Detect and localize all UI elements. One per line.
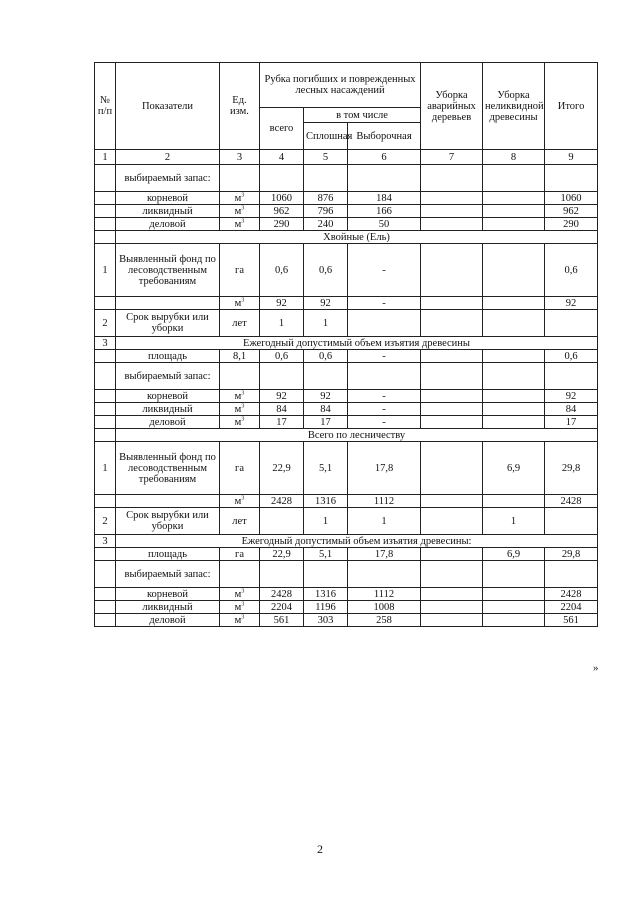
row-unit: лет [220, 508, 260, 535]
row-number: 2 [95, 310, 116, 337]
row-value [483, 350, 545, 363]
table-row [95, 588, 598, 601]
row-unit [220, 363, 260, 390]
row-number: 2 [95, 508, 116, 535]
header-grand: Итого [545, 63, 598, 150]
table-row [95, 297, 598, 310]
header-emergency: Уборка аварийных деревьев [421, 63, 483, 150]
colnum: 6 [348, 150, 421, 165]
row-label: ликвидный [116, 601, 220, 614]
row-value [483, 495, 545, 508]
row-value: 1060 [260, 192, 304, 205]
table-row [95, 244, 598, 297]
row-value [421, 165, 483, 192]
colnum: 7 [421, 150, 483, 165]
row-label: ликвидный [116, 403, 220, 416]
row-number [95, 231, 116, 244]
row-unit: 8,1 [220, 350, 260, 363]
row-value [304, 363, 348, 390]
row-unit: $м^3$ [220, 403, 260, 416]
row-value: 1316 [304, 495, 348, 508]
row-value: 0,6 [304, 350, 348, 363]
section-title: Ежегодный допустимый объем изъятия древесины [116, 337, 598, 350]
row-value: 1112 [348, 588, 421, 601]
row-number: 3 [95, 337, 116, 350]
row-value: 290 [545, 218, 598, 231]
row-value [348, 561, 421, 588]
row-value [483, 297, 545, 310]
row-value: 303 [304, 614, 348, 627]
row-number [95, 601, 116, 614]
row-unit: $м^3$ [220, 588, 260, 601]
row-value [483, 601, 545, 614]
row-number [95, 403, 116, 416]
row-number [95, 165, 116, 192]
row-value [483, 390, 545, 403]
section-total [95, 429, 598, 442]
row-label: деловой [116, 218, 220, 231]
row-number [95, 495, 116, 508]
row-number [95, 390, 116, 403]
row-label: выбираемый запас: [116, 561, 220, 588]
row-unit: $м^3$ [220, 495, 260, 508]
row-label: площадь [116, 350, 220, 363]
row-number [95, 192, 116, 205]
row-label: Выявленный фонд по лесоводственным требованиям [116, 442, 220, 495]
row-value: 84 [545, 403, 598, 416]
row-label: деловой [116, 614, 220, 627]
row-value: 1316 [304, 588, 348, 601]
row-value: 0,6 [545, 244, 598, 297]
row-value: - [348, 350, 421, 363]
row-value: 6,9 [483, 548, 545, 561]
header-unit: Ед. изм. [220, 63, 260, 150]
row-value [483, 192, 545, 205]
row-label [116, 495, 220, 508]
row-unit: $м^3$ [220, 390, 260, 403]
row-value: 5,1 [304, 548, 348, 561]
row-label: Выявленный фонд по лесоводственным требованиям [116, 244, 220, 297]
row-value: 2428 [260, 588, 304, 601]
row-value [421, 244, 483, 297]
row-value [260, 561, 304, 588]
table-row [95, 310, 598, 337]
table-row [95, 363, 598, 390]
row-value [421, 508, 483, 535]
row-value [421, 495, 483, 508]
row-value [421, 297, 483, 310]
row-number [95, 205, 116, 218]
row-unit: $м^3$ [220, 297, 260, 310]
row-value: 1 [304, 310, 348, 337]
table-row [95, 561, 598, 588]
colnum: 4 [260, 150, 304, 165]
row-number [95, 548, 116, 561]
row-value: 22,9 [260, 548, 304, 561]
row-value [545, 165, 598, 192]
row-value: 962 [545, 205, 598, 218]
row-label: корневой [116, 390, 220, 403]
row-value [260, 165, 304, 192]
row-label: деловой [116, 416, 220, 429]
row-value: 2428 [545, 495, 598, 508]
row-value: 1196 [304, 601, 348, 614]
row-value: 796 [304, 205, 348, 218]
header-group: Рубка погибших и поврежденных лесных насаждений [260, 63, 421, 108]
row-value: 2204 [545, 601, 598, 614]
table-row [95, 403, 598, 416]
row-value: 6,9 [483, 442, 545, 495]
row-value: 1060 [545, 192, 598, 205]
row-label [116, 297, 220, 310]
row-value: - [348, 416, 421, 429]
colnum: 1 [95, 150, 116, 165]
row-value: 0,6 [260, 244, 304, 297]
header-total-col: всего [260, 108, 304, 150]
row-value: 22,9 [260, 442, 304, 495]
row-value: - [348, 297, 421, 310]
row-number [95, 429, 116, 442]
row-label: ликвидный [116, 205, 220, 218]
row-number [95, 218, 116, 231]
row-value: 1 [260, 310, 304, 337]
closing-quote: » [593, 662, 599, 674]
row-value [483, 218, 545, 231]
row-value: 92 [260, 390, 304, 403]
row-value [545, 561, 598, 588]
row-label: выбираемый запас: [116, 363, 220, 390]
row-number [95, 297, 116, 310]
table-row [95, 205, 598, 218]
section-spruce [95, 231, 598, 244]
section-spruce-annual [95, 337, 598, 350]
section-title: Хвойные (Ель) [116, 231, 598, 244]
row-unit: $м^3$ [220, 601, 260, 614]
row-value: 962 [260, 205, 304, 218]
colnum: 5 [304, 150, 348, 165]
table-row [95, 165, 598, 192]
row-value: 29,8 [545, 548, 598, 561]
row-value: 29,8 [545, 442, 598, 495]
row-value [421, 588, 483, 601]
row-value: 84 [304, 403, 348, 416]
row-value [421, 548, 483, 561]
row-value: - [348, 244, 421, 297]
row-value: 92 [545, 297, 598, 310]
table-row [95, 416, 598, 429]
row-value [348, 363, 421, 390]
table-row [95, 601, 598, 614]
row-value [483, 416, 545, 429]
colnum: 2 [116, 150, 220, 165]
row-value [421, 390, 483, 403]
row-number: 1 [95, 244, 116, 297]
row-value [304, 561, 348, 588]
colnum: 8 [483, 150, 545, 165]
section-total-annual [95, 535, 598, 548]
row-value: 92 [304, 297, 348, 310]
table-row [95, 495, 598, 508]
row-unit: лет [220, 310, 260, 337]
row-value [483, 614, 545, 627]
row-label: площадь [116, 548, 220, 561]
row-value: 92 [304, 390, 348, 403]
row-value [421, 218, 483, 231]
row-unit: $м^3$ [220, 205, 260, 218]
row-value: 2204 [260, 601, 304, 614]
row-number [95, 416, 116, 429]
row-value: 5,1 [304, 442, 348, 495]
row-value [483, 561, 545, 588]
row-number: 3 [95, 535, 116, 548]
row-unit: $м^3$ [220, 192, 260, 205]
row-unit: га [220, 244, 260, 297]
row-value: 876 [304, 192, 348, 205]
row-value: - [348, 390, 421, 403]
row-value: 50 [348, 218, 421, 231]
row-label: выбираемый запас: [116, 165, 220, 192]
row-number [95, 561, 116, 588]
row-number [95, 350, 116, 363]
column-numbers-row [95, 150, 598, 165]
row-value [421, 192, 483, 205]
section-title: Всего по лесничеству [116, 429, 598, 442]
row-value: 2428 [260, 495, 304, 508]
table-row [95, 218, 598, 231]
row-number [95, 363, 116, 390]
row-value [483, 310, 545, 337]
row-value: 17 [260, 416, 304, 429]
row-value [260, 508, 304, 535]
row-label: корневой [116, 192, 220, 205]
row-value: 290 [260, 218, 304, 231]
row-value [483, 165, 545, 192]
row-value: 1112 [348, 495, 421, 508]
row-unit: $м^3$ [220, 416, 260, 429]
row-value [421, 310, 483, 337]
row-unit: $м^3$ [220, 614, 260, 627]
row-value: 0,6 [304, 244, 348, 297]
row-value: 92 [545, 390, 598, 403]
row-unit: $м^3$ [220, 218, 260, 231]
table-row [95, 548, 598, 561]
table-row [95, 390, 598, 403]
row-number: 1 [95, 442, 116, 495]
row-value [483, 244, 545, 297]
row-value: 1 [348, 508, 421, 535]
header-indicator: Показатели [116, 63, 220, 150]
row-value [348, 310, 421, 337]
row-label: Срок вырубки или уборки [116, 310, 220, 337]
row-value [421, 442, 483, 495]
row-value [545, 310, 598, 337]
row-value: 0,6 [260, 350, 304, 363]
row-number [95, 588, 116, 601]
row-number [95, 614, 116, 627]
row-value: 561 [545, 614, 598, 627]
row-value: 166 [348, 205, 421, 218]
row-value: 17 [545, 416, 598, 429]
row-value [421, 350, 483, 363]
row-value: 17 [304, 416, 348, 429]
row-value [304, 165, 348, 192]
row-value [545, 363, 598, 390]
row-value [483, 588, 545, 601]
row-value: 258 [348, 614, 421, 627]
row-value: - [348, 403, 421, 416]
row-value [421, 205, 483, 218]
row-value [483, 363, 545, 390]
row-value [421, 614, 483, 627]
table-row [95, 350, 598, 363]
row-value [421, 416, 483, 429]
row-value: 184 [348, 192, 421, 205]
row-value [545, 508, 598, 535]
row-value: 240 [304, 218, 348, 231]
row-value [421, 561, 483, 588]
header-num: № п/п [95, 63, 116, 150]
header-illiquid: Уборка неликвидной древесины [483, 63, 545, 150]
header-selective: Выборочная [348, 123, 421, 150]
row-value [483, 403, 545, 416]
row-value [421, 363, 483, 390]
section-title: Ежегодный допустимый объем изъятия древесины: [116, 535, 598, 548]
row-value: 561 [260, 614, 304, 627]
row-value: 92 [260, 297, 304, 310]
table-row [95, 442, 598, 495]
row-unit: га [220, 548, 260, 561]
page-number: 2 [317, 842, 323, 856]
header-clear: Сплошная [304, 123, 348, 150]
row-value: 17,8 [348, 548, 421, 561]
row-value [421, 601, 483, 614]
header-including: в том числе [304, 108, 421, 123]
row-value [260, 363, 304, 390]
row-label: корневой [116, 588, 220, 601]
logging-table [94, 62, 598, 627]
row-value: 2428 [545, 588, 598, 601]
row-value: 1 [483, 508, 545, 535]
row-value [483, 205, 545, 218]
row-value: 0,6 [545, 350, 598, 363]
row-value: 1008 [348, 601, 421, 614]
row-unit [220, 165, 260, 192]
row-value: 17,8 [348, 442, 421, 495]
table-row [95, 192, 598, 205]
table-row [95, 508, 598, 535]
row-value [348, 165, 421, 192]
table-row [95, 614, 598, 627]
row-value: 1 [304, 508, 348, 535]
row-unit: га [220, 442, 260, 495]
row-unit [220, 561, 260, 588]
row-value: 84 [260, 403, 304, 416]
row-value [421, 403, 483, 416]
colnum: 3 [220, 150, 260, 165]
row-label: Срок вырубки или уборки [116, 508, 220, 535]
colnum: 9 [545, 150, 598, 165]
